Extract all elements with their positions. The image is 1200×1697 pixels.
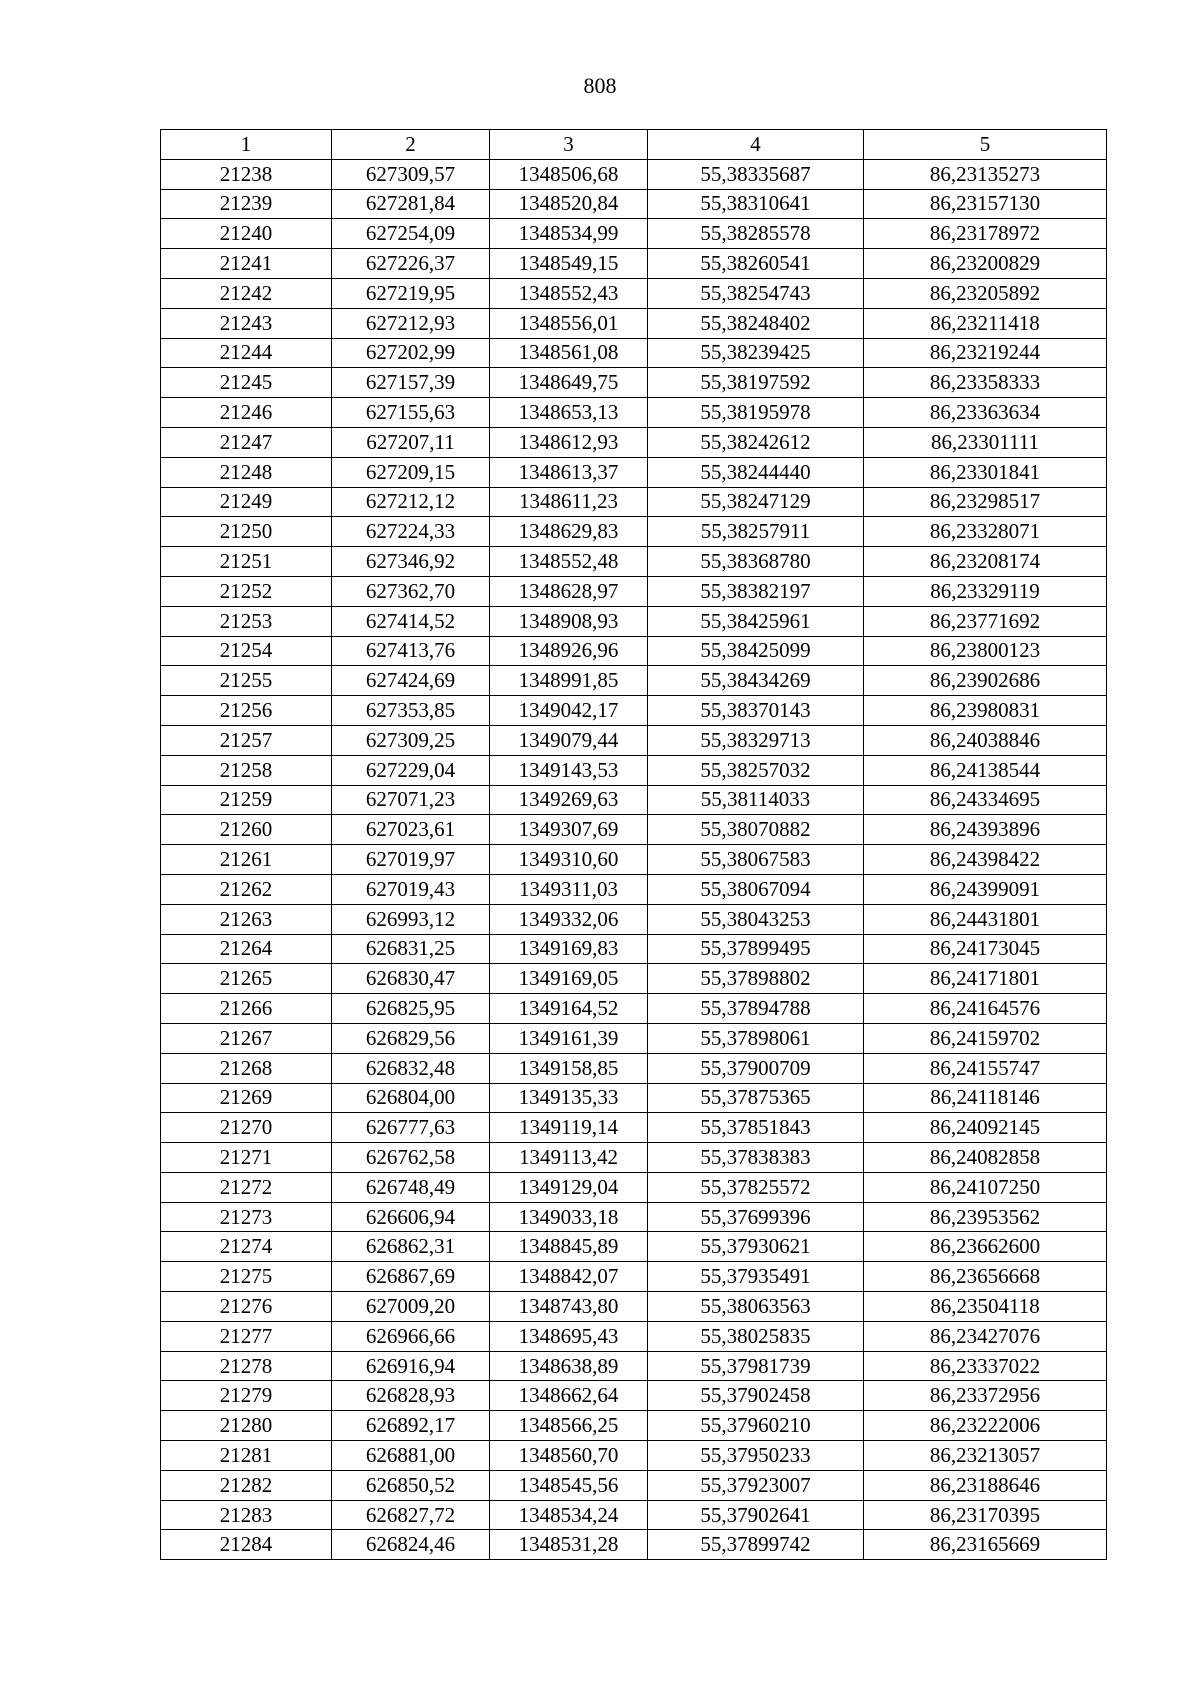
table-cell-col-3: 1348908,93 [490,606,648,636]
table-cell-col-2: 627281,84 [332,189,490,219]
table-cell-col-3: 1348531,28 [490,1530,648,1560]
table-cell-col-2: 626762,58 [332,1143,490,1173]
table-row [161,874,1107,904]
table-cell-col-2: 627414,52 [332,606,490,636]
table-row [161,636,1107,666]
table-cell-col-1: 21247 [161,427,332,457]
table-cell-col-5: 86,23135273 [864,159,1107,189]
table-body [161,159,1107,1559]
table-cell-col-2: 626606,94 [332,1202,490,1232]
table-cell-col-5: 86,24155747 [864,1053,1107,1083]
table-cell-col-5: 86,23200829 [864,249,1107,279]
table-row [161,1143,1107,1173]
table-cell-col-3: 1348842,07 [490,1262,648,1292]
table-cell-col-1: 21262 [161,874,332,904]
table-cell-col-2: 627309,25 [332,725,490,755]
table-cell-col-4: 55,37960210 [648,1411,864,1441]
table-row [161,338,1107,368]
table-cell-col-2: 627424,69 [332,666,490,696]
table-row [161,1262,1107,1292]
table-cell-col-5: 86,23205892 [864,278,1107,308]
table-cell-col-3: 1348926,96 [490,636,648,666]
table-cell-col-1: 21260 [161,815,332,845]
table-cell-col-4: 55,38195978 [648,398,864,428]
table-cell-col-2: 626892,17 [332,1411,490,1441]
table-cell-col-5: 86,23157130 [864,189,1107,219]
table-cell-col-1: 21276 [161,1292,332,1322]
table-cell-col-5: 86,24171801 [864,964,1107,994]
table-cell-col-4: 55,37898802 [648,964,864,994]
table-row [161,1381,1107,1411]
table-cell-col-3: 1348649,75 [490,368,648,398]
table-cell-col-2: 627413,76 [332,636,490,666]
table-row [161,606,1107,636]
table-cell-col-2: 626829,56 [332,1023,490,1053]
table-cell-col-5: 86,23178972 [864,219,1107,249]
table-cell-col-1: 21284 [161,1530,332,1560]
table-cell-col-4: 55,37899742 [648,1530,864,1560]
table-cell-col-2: 627019,43 [332,874,490,904]
table-row [161,1351,1107,1381]
table-row [161,398,1107,428]
table-cell-col-4: 55,38257032 [648,755,864,785]
table-cell-col-1: 21244 [161,338,332,368]
column-header-5: 5 [864,130,1107,160]
table-row [161,666,1107,696]
table-cell-col-5: 86,24173045 [864,934,1107,964]
table-cell-col-3: 1348613,37 [490,457,648,487]
table-cell-col-3: 1348991,85 [490,666,648,696]
table-row [161,308,1107,338]
table-cell-col-1: 21278 [161,1351,332,1381]
table-cell-col-4: 55,38242612 [648,427,864,457]
table-cell-col-4: 55,38285578 [648,219,864,249]
table-cell-col-1: 21263 [161,904,332,934]
table-cell-col-2: 627309,57 [332,159,490,189]
table-cell-col-3: 1349310,60 [490,845,648,875]
table-cell-col-1: 21241 [161,249,332,279]
table-cell-col-5: 86,23358333 [864,368,1107,398]
table-cell-col-4: 55,37900709 [648,1053,864,1083]
table-cell-col-3: 1349113,42 [490,1143,648,1173]
table-cell-col-1: 21272 [161,1172,332,1202]
table-cell-col-1: 21249 [161,487,332,517]
table-cell-col-2: 626825,95 [332,994,490,1024]
table-cell-col-4: 55,37902641 [648,1500,864,1530]
table-cell-col-5: 86,24164576 [864,994,1107,1024]
table-cell-col-4: 55,38248402 [648,308,864,338]
table-cell-col-3: 1348534,99 [490,219,648,249]
table-cell-col-2: 627207,11 [332,427,490,457]
table-cell-col-3: 1348552,48 [490,547,648,577]
table-cell-col-2: 626824,46 [332,1530,490,1560]
table-cell-col-3: 1348561,08 [490,338,648,368]
table-cell-col-1: 21254 [161,636,332,666]
table-row [161,1232,1107,1262]
column-header-4: 4 [648,130,864,160]
table-cell-col-3: 1349143,53 [490,755,648,785]
table-row [161,964,1107,994]
table-cell-col-3: 1348549,15 [490,249,648,279]
table-row [161,1172,1107,1202]
table-cell-col-4: 55,37899495 [648,934,864,964]
table-cell-col-3: 1349307,69 [490,815,648,845]
table-cell-col-4: 55,38067094 [648,874,864,904]
table-cell-col-4: 55,38197592 [648,368,864,398]
table-cell-col-2: 627353,85 [332,696,490,726]
header-row [161,130,1107,160]
table-cell-col-4: 55,38025835 [648,1321,864,1351]
table-cell-col-5: 86,23301841 [864,457,1107,487]
table-row [161,785,1107,815]
table-cell-col-4: 55,37950233 [648,1441,864,1471]
table-cell-col-3: 1348612,93 [490,427,648,457]
table-cell-col-4: 55,38067583 [648,845,864,875]
table-cell-col-4: 55,38425961 [648,606,864,636]
table-cell-col-1: 21281 [161,1441,332,1471]
table-cell-col-5: 86,24038846 [864,725,1107,755]
table-cell-col-3: 1349042,17 [490,696,648,726]
table-cell-col-2: 626916,94 [332,1351,490,1381]
table-cell-col-2: 627212,12 [332,487,490,517]
table-cell-col-5: 86,24399091 [864,874,1107,904]
table-cell-col-2: 627009,20 [332,1292,490,1322]
table-cell-col-3: 1349332,06 [490,904,648,934]
table-cell-col-3: 1348695,43 [490,1321,648,1351]
table-cell-col-1: 21273 [161,1202,332,1232]
table-cell-col-1: 21274 [161,1232,332,1262]
table-cell-col-5: 86,24082858 [864,1143,1107,1173]
table-cell-col-1: 21255 [161,666,332,696]
table-cell-col-2: 626828,93 [332,1381,490,1411]
table-cell-col-4: 55,38257911 [648,517,864,547]
table-cell-col-5: 86,23504118 [864,1292,1107,1322]
table-cell-col-5: 86,24138544 [864,755,1107,785]
table-cell-col-3: 1349158,85 [490,1053,648,1083]
table-cell-col-2: 626993,12 [332,904,490,934]
table-cell-col-1: 21267 [161,1023,332,1053]
table-cell-col-4: 55,38244440 [648,457,864,487]
table-cell-col-3: 1349169,83 [490,934,648,964]
table-cell-col-1: 21253 [161,606,332,636]
table-cell-col-1: 21258 [161,755,332,785]
table-cell-col-4: 55,38434269 [648,666,864,696]
table-cell-col-5: 86,24092145 [864,1113,1107,1143]
table-row [161,1500,1107,1530]
table-cell-col-4: 55,38114033 [648,785,864,815]
table-row [161,1321,1107,1351]
table-cell-col-3: 1348566,25 [490,1411,648,1441]
table-cell-col-5: 86,24159702 [864,1023,1107,1053]
table-cell-col-5: 86,23427076 [864,1321,1107,1351]
table-cell-col-5: 86,24107250 [864,1172,1107,1202]
table-row [161,487,1107,517]
table-cell-col-5: 86,23170395 [864,1500,1107,1530]
page-number: 808 [583,73,617,98]
table-cell-col-3: 1349269,63 [490,785,648,815]
table-cell-col-5: 86,23372956 [864,1381,1107,1411]
table-cell-col-5: 86,23165669 [864,1530,1107,1560]
table-cell-col-2: 626966,66 [332,1321,490,1351]
table-row [161,1053,1107,1083]
table-cell-col-3: 1348545,56 [490,1470,648,1500]
table-cell-col-3: 1348520,84 [490,189,648,219]
table-cell-col-2: 627023,61 [332,815,490,845]
table-cell-col-1: 21266 [161,994,332,1024]
table-cell-col-1: 21283 [161,1500,332,1530]
table-row [161,725,1107,755]
table-cell-col-2: 626777,63 [332,1113,490,1143]
table-cell-col-3: 1348534,24 [490,1500,648,1530]
table-cell-col-4: 55,38370143 [648,696,864,726]
table-row [161,696,1107,726]
table-cell-col-3: 1348506,68 [490,159,648,189]
table-cell-col-2: 626804,00 [332,1083,490,1113]
table-cell-col-1: 21242 [161,278,332,308]
table-cell-col-2: 626830,47 [332,964,490,994]
table-cell-col-5: 86,23656668 [864,1262,1107,1292]
table-cell-col-2: 626832,48 [332,1053,490,1083]
table-cell-col-5: 86,23980831 [864,696,1107,726]
table-cell-col-5: 86,23771692 [864,606,1107,636]
table-cell-col-1: 21243 [161,308,332,338]
table-row [161,1083,1107,1113]
table-cell-col-1: 21275 [161,1262,332,1292]
table-row [161,1023,1107,1053]
table-cell-col-2: 627226,37 [332,249,490,279]
table-cell-col-2: 626867,69 [332,1262,490,1292]
table-cell-col-3: 1348653,13 [490,398,648,428]
table-cell-col-1: 21277 [161,1321,332,1351]
table-cell-col-2: 626862,31 [332,1232,490,1262]
table-cell-col-1: 21280 [161,1411,332,1441]
table-cell-col-4: 55,37825572 [648,1172,864,1202]
table-row [161,904,1107,934]
table-cell-col-4: 55,37981739 [648,1351,864,1381]
table-cell-col-4: 55,37875365 [648,1083,864,1113]
table-cell-col-3: 1348743,80 [490,1292,648,1322]
table-row [161,457,1107,487]
table-cell-col-1: 21240 [161,219,332,249]
table-cell-col-1: 21271 [161,1143,332,1173]
table-row [161,278,1107,308]
table-cell-col-3: 1349119,14 [490,1113,648,1143]
table-cell-col-2: 627071,23 [332,785,490,815]
table-cell-col-5: 86,23213057 [864,1441,1107,1471]
table-cell-col-5: 86,23328071 [864,517,1107,547]
table-cell-col-5: 86,23298517 [864,487,1107,517]
table-cell-col-1: 21239 [161,189,332,219]
table-cell-col-1: 21246 [161,398,332,428]
table-cell-col-1: 21268 [161,1053,332,1083]
table-cell-col-4: 55,38043253 [648,904,864,934]
table-cell-col-5: 86,23219244 [864,338,1107,368]
table-cell-col-2: 627362,70 [332,576,490,606]
table-cell-col-3: 1349079,44 [490,725,648,755]
table-cell-col-1: 21259 [161,785,332,815]
table-row [161,934,1107,964]
table-cell-col-3: 1349129,04 [490,1172,648,1202]
table-cell-col-5: 86,24398422 [864,845,1107,875]
table-row [161,1411,1107,1441]
table-cell-col-4: 55,37923007 [648,1470,864,1500]
table-cell-col-3: 1349311,03 [490,874,648,904]
table-cell-col-1: 21251 [161,547,332,577]
table-cell-col-5: 86,23337022 [864,1351,1107,1381]
table-cell-col-5: 86,23222006 [864,1411,1107,1441]
column-header-1: 1 [161,130,332,160]
table-cell-col-1: 21270 [161,1113,332,1143]
table-cell-col-1: 21269 [161,1083,332,1113]
table-cell-col-5: 86,23301111 [864,427,1107,457]
table-row [161,1292,1107,1322]
table-cell-col-2: 626881,00 [332,1441,490,1471]
table-cell-col-4: 55,37898061 [648,1023,864,1053]
table-cell-col-2: 627346,92 [332,547,490,577]
table-cell-col-3: 1349169,05 [490,964,648,994]
table-cell-col-4: 55,38425099 [648,636,864,666]
table-cell-col-5: 86,23211418 [864,308,1107,338]
table-cell-col-4: 55,37699396 [648,1202,864,1232]
table-cell-col-2: 626748,49 [332,1172,490,1202]
table-cell-col-5: 86,23800123 [864,636,1107,666]
table-cell-col-2: 627209,15 [332,457,490,487]
table-cell-col-5: 86,23953562 [864,1202,1107,1232]
table-cell-col-2: 627224,33 [332,517,490,547]
table-cell-col-3: 1348560,70 [490,1441,648,1471]
table-cell-col-4: 55,38239425 [648,338,864,368]
table-cell-col-2: 626850,52 [332,1470,490,1500]
table-cell-col-3: 1348556,01 [490,308,648,338]
table-cell-col-1: 21250 [161,517,332,547]
table-cell-col-1: 21252 [161,576,332,606]
table-row [161,755,1107,785]
table-cell-col-4: 55,38368780 [648,547,864,577]
table-row [161,249,1107,279]
table-cell-col-3: 1349135,33 [490,1083,648,1113]
table-row [161,994,1107,1024]
table-cell-col-1: 21261 [161,845,332,875]
table-row [161,1470,1107,1500]
table-cell-col-4: 55,37851843 [648,1113,864,1143]
table-cell-col-4: 55,38260541 [648,249,864,279]
table-cell-col-4: 55,38063563 [648,1292,864,1322]
table-cell-col-2: 627254,09 [332,219,490,249]
table-cell-col-1: 21238 [161,159,332,189]
table-row [161,576,1107,606]
table-cell-col-3: 1348552,43 [490,278,648,308]
column-header-3: 3 [490,130,648,160]
table-row [161,815,1107,845]
table-cell-col-2: 626831,25 [332,934,490,964]
table-cell-col-1: 21245 [161,368,332,398]
table-cell-col-3: 1348611,23 [490,487,648,517]
table-cell-col-3: 1349164,52 [490,994,648,1024]
table-cell-col-4: 55,37838383 [648,1143,864,1173]
table-cell-col-2: 626827,72 [332,1500,490,1530]
table-cell-col-2: 627202,99 [332,338,490,368]
table-cell-col-3: 1348629,83 [490,517,648,547]
table-cell-col-3: 1349033,18 [490,1202,648,1232]
table-row [161,845,1107,875]
table-cell-col-3: 1348845,89 [490,1232,648,1262]
table-cell-col-2: 627219,95 [332,278,490,308]
table-row [161,368,1107,398]
table-row [161,517,1107,547]
table-cell-col-1: 21248 [161,457,332,487]
table-cell-col-4: 55,37894788 [648,994,864,1024]
table-row [161,1202,1107,1232]
table-row [161,547,1107,577]
table-cell-col-3: 1348628,97 [490,576,648,606]
table-cell-col-5: 86,24431801 [864,904,1107,934]
table-cell-col-2: 627019,97 [332,845,490,875]
table-cell-col-2: 627155,63 [332,398,490,428]
table-cell-col-2: 627212,93 [332,308,490,338]
table-cell-col-4: 55,38382197 [648,576,864,606]
table-cell-col-4: 55,38247129 [648,487,864,517]
table-row [161,1441,1107,1471]
table-cell-col-4: 55,37935491 [648,1262,864,1292]
table-cell-col-5: 86,24393896 [864,815,1107,845]
table-cell-col-4: 55,38310641 [648,189,864,219]
table-cell-col-1: 21279 [161,1381,332,1411]
table-cell-col-5: 86,23662600 [864,1232,1107,1262]
table-cell-col-4: 55,37902458 [648,1381,864,1411]
table-row [161,159,1107,189]
table-cell-col-2: 627157,39 [332,368,490,398]
table-row [161,219,1107,249]
table-row [161,1530,1107,1560]
coordinates-table [160,129,1107,1560]
table-cell-col-5: 86,23208174 [864,547,1107,577]
table-cell-col-3: 1348638,89 [490,1351,648,1381]
table-header [161,130,1107,160]
table-cell-col-1: 21264 [161,934,332,964]
column-header-2: 2 [332,130,490,160]
table-row [161,189,1107,219]
table-cell-col-1: 21257 [161,725,332,755]
table-cell-col-2: 627229,04 [332,755,490,785]
table-cell-col-1: 21256 [161,696,332,726]
table-cell-col-3: 1348662,64 [490,1381,648,1411]
table-cell-col-5: 86,23902686 [864,666,1107,696]
table-cell-col-5: 86,23329119 [864,576,1107,606]
table-cell-col-5: 86,23363634 [864,398,1107,428]
table-cell-col-4: 55,38254743 [648,278,864,308]
table-cell-col-1: 21265 [161,964,332,994]
table-cell-col-5: 86,23188646 [864,1470,1107,1500]
table-cell-col-5: 86,24118146 [864,1083,1107,1113]
table-row [161,427,1107,457]
table-row [161,1113,1107,1143]
table-cell-col-4: 55,38335687 [648,159,864,189]
table-cell-col-4: 55,37930621 [648,1232,864,1262]
table-cell-col-4: 55,38070882 [648,815,864,845]
table-cell-col-3: 1349161,39 [490,1023,648,1053]
table-cell-col-5: 86,24334695 [864,785,1107,815]
table-cell-col-1: 21282 [161,1470,332,1500]
table-cell-col-4: 55,38329713 [648,725,864,755]
